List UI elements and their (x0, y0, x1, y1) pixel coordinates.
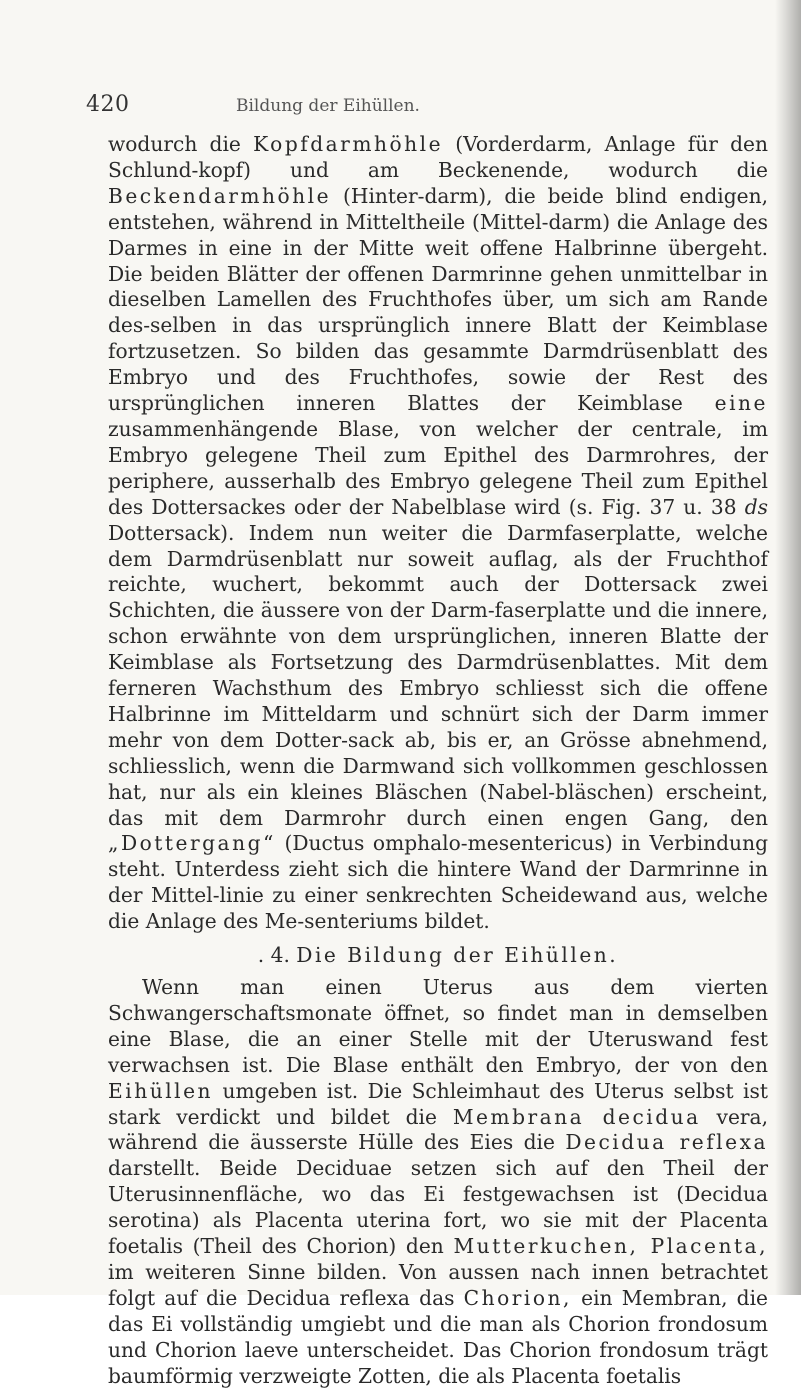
figure-label-ds: ds (744, 494, 768, 519)
term-beckendarmhoehle: Beckendarmhöhle (108, 183, 332, 208)
text-segment: Dottersack). Indem nun weiter die Darmfaserplatte, welche dem Darmdrüsenblatt nur soweit auflag, als der Fruchthof reichte, wuchert, bekommt auch der Dottersack zwei Schichten, die äussere von der Darm-faserplatte und die innere, schon erwähnte von dem ursprünglichen, inneren Blatte der Keimblase als Fortsetzung des Darmdrüsenblattes. Mit dem ferneren Wachsthum des Embryo schliesst sich die offene Halbrinne im Mitteldarm und schnürt sich der Darm immer mehr von dem Dotter-sack ab, bis er, an Grösse abnehmend, schliesslich, wenn die Darmwand sich vollkommen geschlossen hat, nur als ein kleines Bläschen (Nabel-bläschen) erscheint, das mit dem Darmrohr durch einen engen Gang, den (108, 520, 768, 830)
text-segment: im weiteren Sinne bilden. Von aussen nach innen betrachtet folgt auf die Decidua reflexa das (108, 1259, 768, 1310)
text-segment: (Vorderdarm, Anlage für den Schlund-kopf) und am Beckenende, wodurch die (108, 132, 768, 182)
page-edge-shadow (775, 0, 801, 1295)
running-head: Bildung der Eihüllen. (236, 96, 420, 116)
paragraph-2 (108, 975, 768, 1390)
text-segment: ein Membran, die das Ei vollständig umgiebt und die man als Chorion frondosum und Chorion laeve unterscheidet. Das Chorion frondosum trägt baumförmig verzweigte Zotten, die als Placenta foetalis (108, 1285, 768, 1388)
text-segment: (Hinter-darm), die beide blind endigen, entstehen, während in Mitteltheile (Mittel-darm) die Anlage des Darmes in eine in der Mitte weit offene Halbrinne übergeht. Die beiden Blätter der offenen Darmrinne gehen unmittelbar in dieselben Lamellen des Fruchthofes über, um sich am Rande des-selben in das ursprünglich innere Blatt der Keimblase fortzusetzen. So bilden das gesammte Darmdrüsenblatt des Embryo und des Fruchthofes, sowie der Rest des ursprünglichen inneren Blattes der Keimblase (108, 183, 768, 416)
text-segment: (Ductus omphalo-mesentericus) in Verbindung steht. Unterdess zieht sich die hintere Wand der Darmrinne in der Mittel-linie zu einer senkrechten Scheidewand aus, welche die Anlage des Me-senteriums bildet. (108, 831, 768, 934)
term-mutterkuchen: Mutterkuchen, Placenta, (453, 1234, 769, 1259)
term-chorion: Chorion, (463, 1285, 572, 1310)
term-decidua-reflexa: Decidua reflexa (565, 1130, 768, 1155)
text-segment: Wenn man einen Uterus aus dem vierten Schwangerschaftsmonate öffnet, so findet man in demselben eine Blase, die an einer Stelle mit der Uteruswand fest verwachsen ist. Die Blase enthält den Embryo, der von den (108, 975, 768, 1077)
section-heading (108, 943, 768, 969)
page-body (108, 132, 768, 1390)
term-eine: eine (714, 391, 768, 416)
text-segment: wodurch die (108, 132, 254, 156)
section-number: . 4. (257, 943, 297, 968)
term-dottergang: „Dottergang“ (108, 831, 276, 856)
text-segment: vera, während die äusserste Hülle des Eies die (108, 1104, 768, 1155)
term-kopfdarmhoehle: Kopfdarmhöhle (253, 132, 444, 156)
text-segment: darstellt. Beide Deciduae setzen sich auf den Theil der Uterusinnenfläche, wo das Ei festgewachsen ist (Decidua serotina) als Placenta uterina fort, wo sie mit der Placenta foetalis (Theil des Chorion) den (108, 1156, 768, 1259)
term-membrana-decidua: Membrana decidua (452, 1104, 701, 1129)
page-header (86, 92, 756, 118)
paragraph-1 (108, 132, 768, 935)
section-title: Die Bildung der Eihüllen. (296, 943, 619, 968)
term-eihuellen: Eihüllen (108, 1078, 214, 1103)
text-segment: zusammenhängende Blase, von welcher der centrale, im Embryo gelegene Theil zum Epithel des Darmrohres, der periphere, ausserhalb des Embryo gelegene Theil zum Epithel des Dottersackes oder der Nabelblase wird (s. Fig. 37 u. 38 (108, 416, 768, 519)
page-number: 420 (86, 92, 130, 117)
text-segment: umgeben ist. Die Schleimhaut des Uterus selbst ist stark verdickt und bildet die (108, 1078, 768, 1129)
